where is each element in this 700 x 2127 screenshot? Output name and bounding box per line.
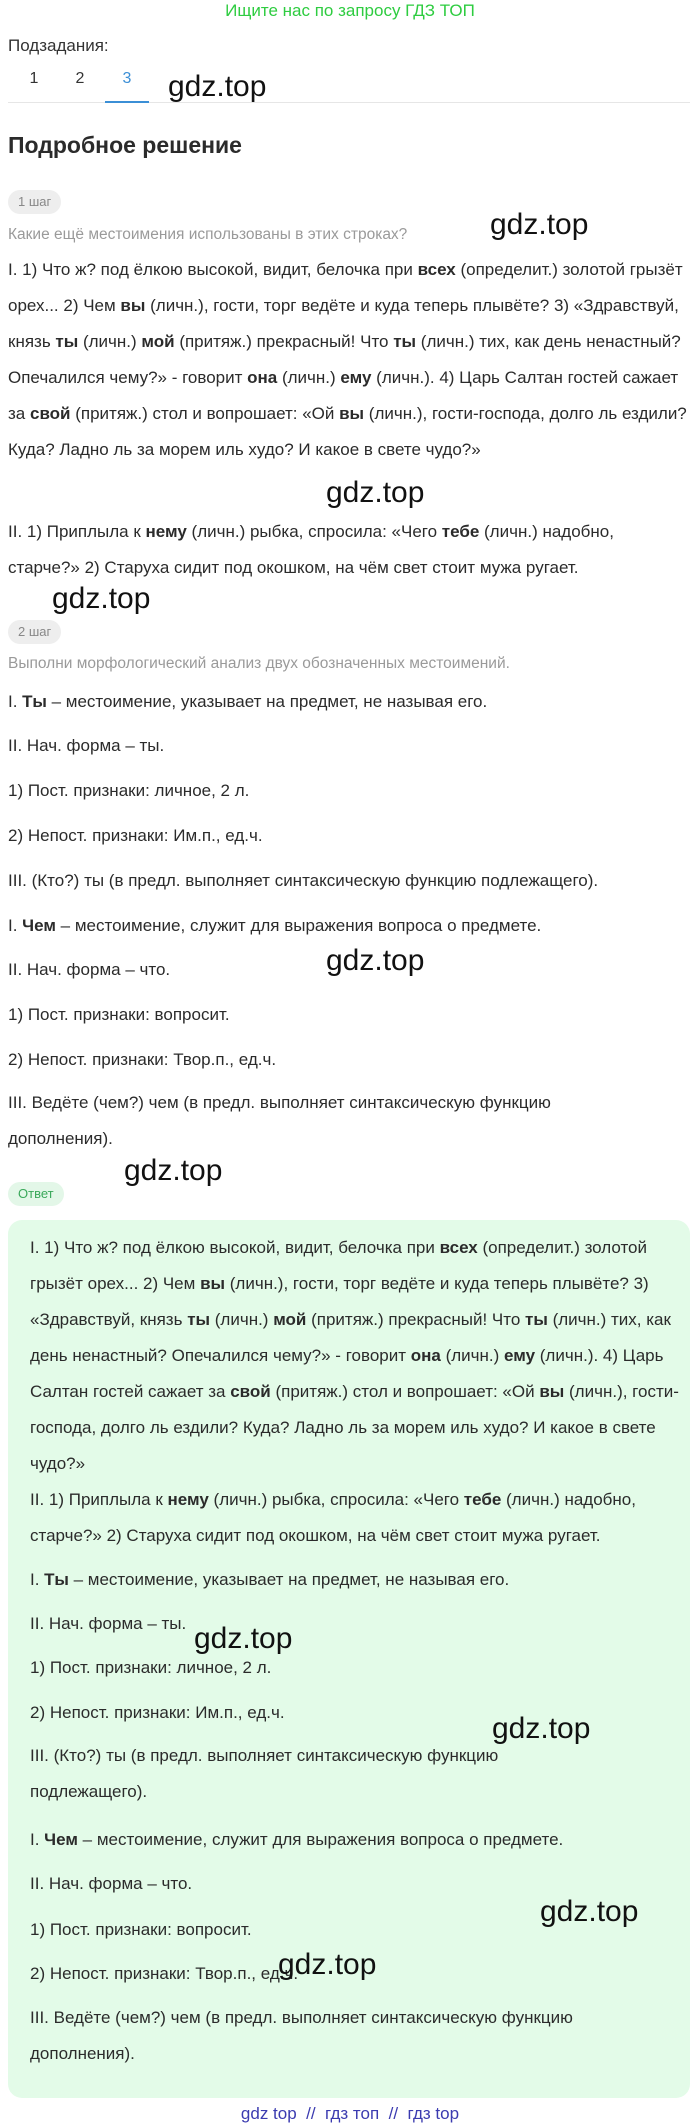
watermark: gdz.top <box>124 1154 223 1187</box>
highlighted-pronoun: Чем <box>44 1830 78 1849</box>
footer-links <box>0 2104 700 2124</box>
watermark: gdz.top <box>278 1948 377 1981</box>
highlighted-pronoun: она <box>247 368 278 387</box>
analysis-line: I. Ты – местоимение, указывает на предмет, не называя его. <box>8 692 488 711</box>
answer-pill: Ответ <box>8 1182 64 1206</box>
answer-line: 2) Непост. признаки: Им.п., ед.ч. <box>30 1703 285 1722</box>
subtasks-label: Подзадания: <box>8 36 109 55</box>
highlighted-pronoun: ты <box>187 1310 211 1329</box>
answer-paragraph-1: I. 1) Что ж? под ёлкою высокой, видит, белочка при всех (определит.) золотой грызёт орех... 2) Чем вы (личн.), гости, торг ведёте и куда теперь плывёте? 3) «Здравствуй, князь ты (личн.) мой (притяж.) прекрасный! Что ты (личн.) тих, как день ненастный? Опечалился чему?» - говорит она (личн.) ему (личн.). 4) Царь Салтан гостей сажает за свой (притяж.) стол и вопрошает: «Ой вы (личн.), гости-господа, долго ль ездили? Куда? Ладно ль за морем иль худо? И какое в свете чудо?» <box>30 1238 679 1473</box>
analysis-line: 2) Непост. признаки: Твор.п., ед.ч. <box>8 1050 277 1069</box>
watermark: gdz.top <box>168 70 267 103</box>
highlighted-pronoun: ты <box>525 1310 548 1329</box>
answer-line: II. Нач. форма – ты. <box>30 1614 187 1633</box>
highlighted-pronoun: вы <box>200 1274 226 1293</box>
answer-line: 1) Пост. признаки: вопросит. <box>30 1920 252 1939</box>
step-1-hint: Какие ещё местоимения использованы в этих строках? <box>8 226 408 243</box>
highlighted-pronoun: нему <box>145 522 187 541</box>
answer-line: I. Чем – местоимение, служит для выражения вопроса о предмете. <box>30 1830 564 1849</box>
analysis-line: III. Ведёте (чем?) чем (в предл. выполняет синтаксическую функцию дополнения). <box>8 1093 551 1148</box>
analysis-line: 1) Пост. признаки: вопросит. <box>8 1005 230 1024</box>
answer-line: I. Ты – местоимение, указывает на предмет, не называя его. <box>30 1570 510 1589</box>
highlighted-pronoun: вы <box>539 1382 565 1401</box>
highlighted-pronoun: Ты <box>22 692 47 711</box>
analysis-line: I. Чем – местоимение, служит для выражения вопроса о предмете. <box>8 916 542 935</box>
tab-1[interactable]: 1 <box>29 70 39 87</box>
watermark: gdz.top <box>326 944 425 977</box>
highlighted-pronoun: ему <box>340 368 372 387</box>
step-1-paragraph-1: I. 1) Что ж? под ёлкою высокой, видит, белочка при всех (определит.) золотой грызёт орех... 2) Чем вы (личн.), гости, торг ведёте и куда теперь плывёте? 3) «Здравствуй, князь ты (личн.) мой (притяж.) прекрасный! Что ты (личн.) тих, как день ненастный? Опечалился чему?» - говорит она (личн.) ему (личн.). 4) Царь Салтан гостей сажает за свой (притяж.) стол и вопрошает: «Ой вы (личн.), гости-господа, долго ль ездили? Куда? Ладно ль за морем иль худо? И какое в свете чудо?» <box>8 260 687 459</box>
footer-link-gdz-top-ru[interactable]: гдз топ <box>325 2104 380 2123</box>
highlighted-pronoun: мой <box>141 332 175 351</box>
answer-line: II. Нач. форма – что. <box>30 1874 193 1893</box>
answer-line: III. (Кто?) ты (в предл. выполняет синтаксическую функцию подлежащего). <box>30 1746 499 1801</box>
answer-paragraph-2: II. 1) Приплыла к нему (личн.) рыбка, спросила: «Чего тебе (личн.) надобно, старче?» 2) Старуха сидит под окошком, на чём свет стоит мужа ругает. <box>30 1490 636 1545</box>
step-2-hint: Выполни морфологический анализ двух обозначенных местоимений. <box>8 655 510 672</box>
highlighted-pronoun: тебе <box>441 522 480 541</box>
highlighted-pronoun: Чем <box>22 916 56 935</box>
highlighted-pronoun: мой <box>273 1310 307 1329</box>
search-banner: Ищите нас по запросу ГДЗ ТОП <box>225 1 475 20</box>
subtask-tabs <box>8 64 690 103</box>
footer-separator: // <box>388 2104 399 2123</box>
highlighted-pronoun: свой <box>29 404 71 423</box>
step-1-pill: 1 шаг <box>8 190 61 214</box>
highlighted-pronoun: Ты <box>44 1570 69 1589</box>
highlighted-pronoun: всех <box>417 260 456 279</box>
highlighted-pronoun: ты <box>55 332 79 351</box>
analysis-line: 1) Пост. признаки: личное, 2 л. <box>8 781 250 800</box>
analysis-line: 2) Непост. признаки: Им.п., ед.ч. <box>8 826 263 845</box>
footer-link-gdz-top[interactable]: gdz top <box>240 2104 297 2123</box>
footer-separator: // <box>306 2104 316 2123</box>
answer-line: III. Ведёте (чем?) чем (в предл. выполняет синтаксическую функцию дополнения). <box>30 2008 573 2063</box>
highlighted-pronoun: вы <box>339 404 365 423</box>
tab-2[interactable]: 2 <box>75 70 85 87</box>
watermark: gdz.top <box>194 1622 293 1655</box>
highlighted-pronoun: нему <box>167 1490 209 1509</box>
analysis-line: III. (Кто?) ты (в предл. выполняет синтаксическую функцию подлежащего). <box>8 871 599 890</box>
highlighted-pronoun: ему <box>504 1346 536 1365</box>
watermark: gdz.top <box>490 208 589 241</box>
watermark: gdz.top <box>326 476 425 509</box>
highlighted-pronoun: тебе <box>463 1490 502 1509</box>
analysis-line: II. Нач. форма – что. <box>8 960 171 979</box>
highlighted-pronoun: она <box>410 1346 441 1365</box>
step-1-paragraph-2: II. 1) Приплыла к нему (личн.) рыбка, спросила: «Чего тебе (личн.) надобно, старче?» 2) Старуха сидит под окошком, на чём свет стоит мужа ругает. <box>8 522 614 577</box>
answer-line: 2) Непост. признаки: Твор.п., ед.ч. <box>30 1964 299 1983</box>
highlighted-pronoun: свой <box>230 1382 271 1401</box>
analysis-line: II. Нач. форма – ты. <box>8 736 165 755</box>
solution-title: Подробное решение <box>8 132 242 158</box>
watermark: gdz.top <box>492 1712 591 1745</box>
answer-line: 1) Пост. признаки: личное, 2 л. <box>30 1658 272 1677</box>
footer-link-gdz-top-mixed[interactable]: гдз top <box>407 2104 460 2123</box>
watermark: gdz.top <box>52 582 151 615</box>
step-2-pill: 2 шаг <box>8 620 61 644</box>
highlighted-pronoun: всех <box>439 1238 478 1257</box>
highlighted-pronoun: ты <box>393 332 417 351</box>
tab-3[interactable]: 3 <box>105 64 149 103</box>
highlighted-pronoun: вы <box>120 296 146 315</box>
watermark: gdz.top <box>540 1895 639 1928</box>
